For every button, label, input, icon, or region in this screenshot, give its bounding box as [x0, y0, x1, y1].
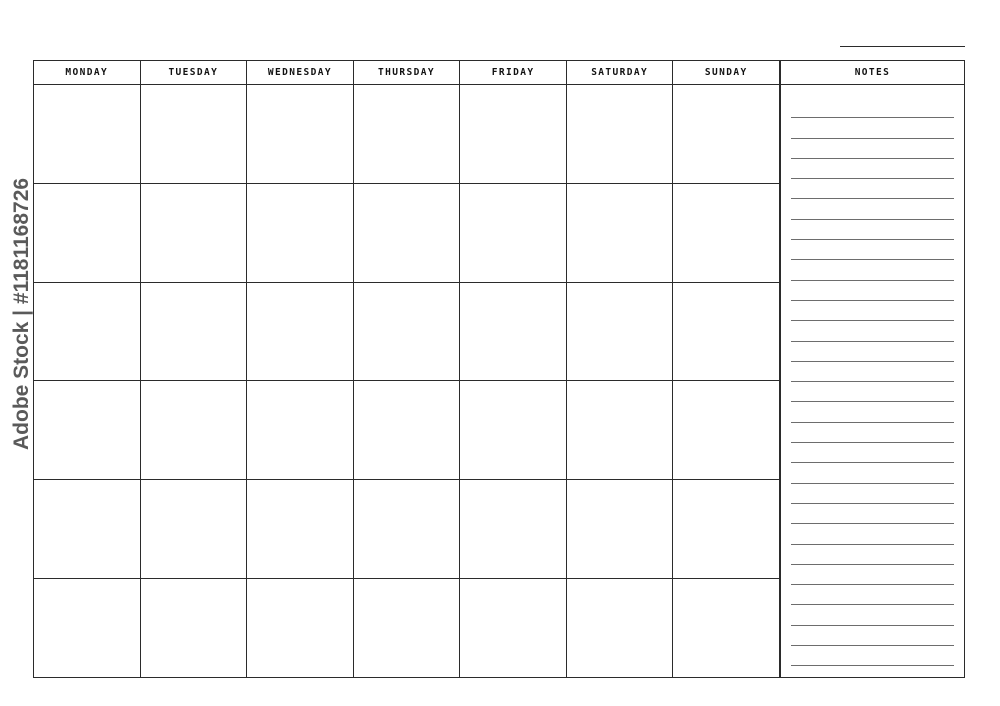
- calendar-day-cell[interactable]: [354, 579, 461, 678]
- calendar-day-cell[interactable]: [567, 480, 674, 579]
- notes-title: NOTES: [781, 61, 964, 85]
- note-line[interactable]: [791, 199, 954, 219]
- calendar-day-cell[interactable]: [673, 283, 780, 382]
- calendar-week-row: [34, 579, 780, 678]
- note-line[interactable]: [791, 646, 954, 666]
- calendar-day-cell[interactable]: [673, 480, 780, 579]
- calendar-day-cell[interactable]: [673, 579, 780, 678]
- calendar-day-cell[interactable]: [247, 85, 354, 184]
- note-line[interactable]: [791, 545, 954, 565]
- calendar-week-row: [34, 381, 780, 480]
- calendar-day-cell[interactable]: [34, 283, 141, 382]
- day-header-friday: FRIDAY: [460, 61, 567, 85]
- calendar-day-cell[interactable]: [141, 85, 248, 184]
- day-header-thursday: THURSDAY: [354, 61, 461, 85]
- note-line[interactable]: [791, 281, 954, 301]
- calendar-day-cell[interactable]: [460, 381, 567, 480]
- calendar-day-cell[interactable]: [34, 184, 141, 283]
- note-line[interactable]: [791, 139, 954, 159]
- calendar-day-cell[interactable]: [141, 381, 248, 480]
- day-header-sunday: SUNDAY: [673, 61, 780, 85]
- calendar-day-cell[interactable]: [34, 579, 141, 678]
- note-line[interactable]: [791, 260, 954, 280]
- header-rule: [840, 46, 965, 47]
- calendar-day-cell[interactable]: [354, 480, 461, 579]
- note-line[interactable]: [791, 240, 954, 260]
- note-line[interactable]: [791, 484, 954, 504]
- calendar-week-row: [34, 283, 780, 382]
- note-line[interactable]: [791, 423, 954, 443]
- calendar-day-cell[interactable]: [567, 579, 674, 678]
- calendar-day-cell[interactable]: [354, 381, 461, 480]
- note-line[interactable]: [791, 382, 954, 402]
- note-line[interactable]: [791, 463, 954, 483]
- note-line[interactable]: [791, 159, 954, 179]
- calendar-grid: [33, 60, 780, 678]
- note-line[interactable]: [791, 565, 954, 585]
- calendar-day-cell[interactable]: [673, 184, 780, 283]
- calendar-day-cell[interactable]: [247, 381, 354, 480]
- calendar-day-cell[interactable]: [460, 283, 567, 382]
- calendar-day-cell[interactable]: [247, 283, 354, 382]
- calendar-day-cell[interactable]: [567, 85, 674, 184]
- day-header-tuesday: TUESDAY: [141, 61, 248, 85]
- calendar-day-cell[interactable]: [247, 480, 354, 579]
- calendar-day-cell[interactable]: [567, 381, 674, 480]
- note-line[interactable]: [791, 301, 954, 321]
- calendar-day-cell[interactable]: [141, 184, 248, 283]
- calendar-day-cell[interactable]: [673, 85, 780, 184]
- note-line[interactable]: [791, 118, 954, 138]
- calendar-header-row: [34, 61, 780, 85]
- calendar-day-cell[interactable]: [354, 85, 461, 184]
- calendar-week-row: [34, 85, 780, 184]
- calendar-day-cell[interactable]: [247, 184, 354, 283]
- note-line[interactable]: [791, 504, 954, 524]
- note-line[interactable]: [791, 443, 954, 463]
- day-header-monday: MONDAY: [34, 61, 141, 85]
- stock-watermark-label: Adobe Stock | #1181168726: [10, 177, 33, 450]
- calendar-day-cell[interactable]: [141, 283, 248, 382]
- calendar-day-cell[interactable]: [673, 381, 780, 480]
- calendar-day-cell[interactable]: [141, 579, 248, 678]
- calendar-day-cell[interactable]: [460, 184, 567, 283]
- note-line[interactable]: [791, 179, 954, 199]
- note-line[interactable]: [791, 321, 954, 341]
- monthly-planner-sheet: [33, 60, 965, 678]
- notes-panel: [780, 60, 965, 678]
- day-header-wednesday: WEDNESDAY: [247, 61, 354, 85]
- note-line[interactable]: [791, 524, 954, 544]
- calendar-day-cell[interactable]: [567, 184, 674, 283]
- calendar-day-cell[interactable]: [34, 85, 141, 184]
- note-line[interactable]: [791, 98, 954, 118]
- note-line[interactable]: [791, 362, 954, 382]
- note-line[interactable]: [791, 605, 954, 625]
- note-line[interactable]: [791, 342, 954, 362]
- calendar-day-cell[interactable]: [141, 480, 248, 579]
- calendar-day-cell[interactable]: [34, 381, 141, 480]
- calendar-day-cell[interactable]: [354, 184, 461, 283]
- calendar-day-cell[interactable]: [247, 579, 354, 678]
- day-header-saturday: SATURDAY: [567, 61, 674, 85]
- calendar-week-row: [34, 184, 780, 283]
- calendar-day-cell[interactable]: [460, 480, 567, 579]
- calendar-day-cell[interactable]: [567, 283, 674, 382]
- calendar-day-cell[interactable]: [460, 85, 567, 184]
- calendar-day-cell[interactable]: [354, 283, 461, 382]
- note-line[interactable]: [791, 585, 954, 605]
- calendar-week-rows: [34, 85, 780, 678]
- note-line[interactable]: [791, 220, 954, 240]
- note-line[interactable]: [791, 402, 954, 422]
- calendar-day-cell[interactable]: [460, 579, 567, 678]
- notes-line-list[interactable]: [781, 85, 964, 677]
- calendar-day-cell[interactable]: [34, 480, 141, 579]
- note-line[interactable]: [791, 626, 954, 646]
- calendar-week-row: [34, 480, 780, 579]
